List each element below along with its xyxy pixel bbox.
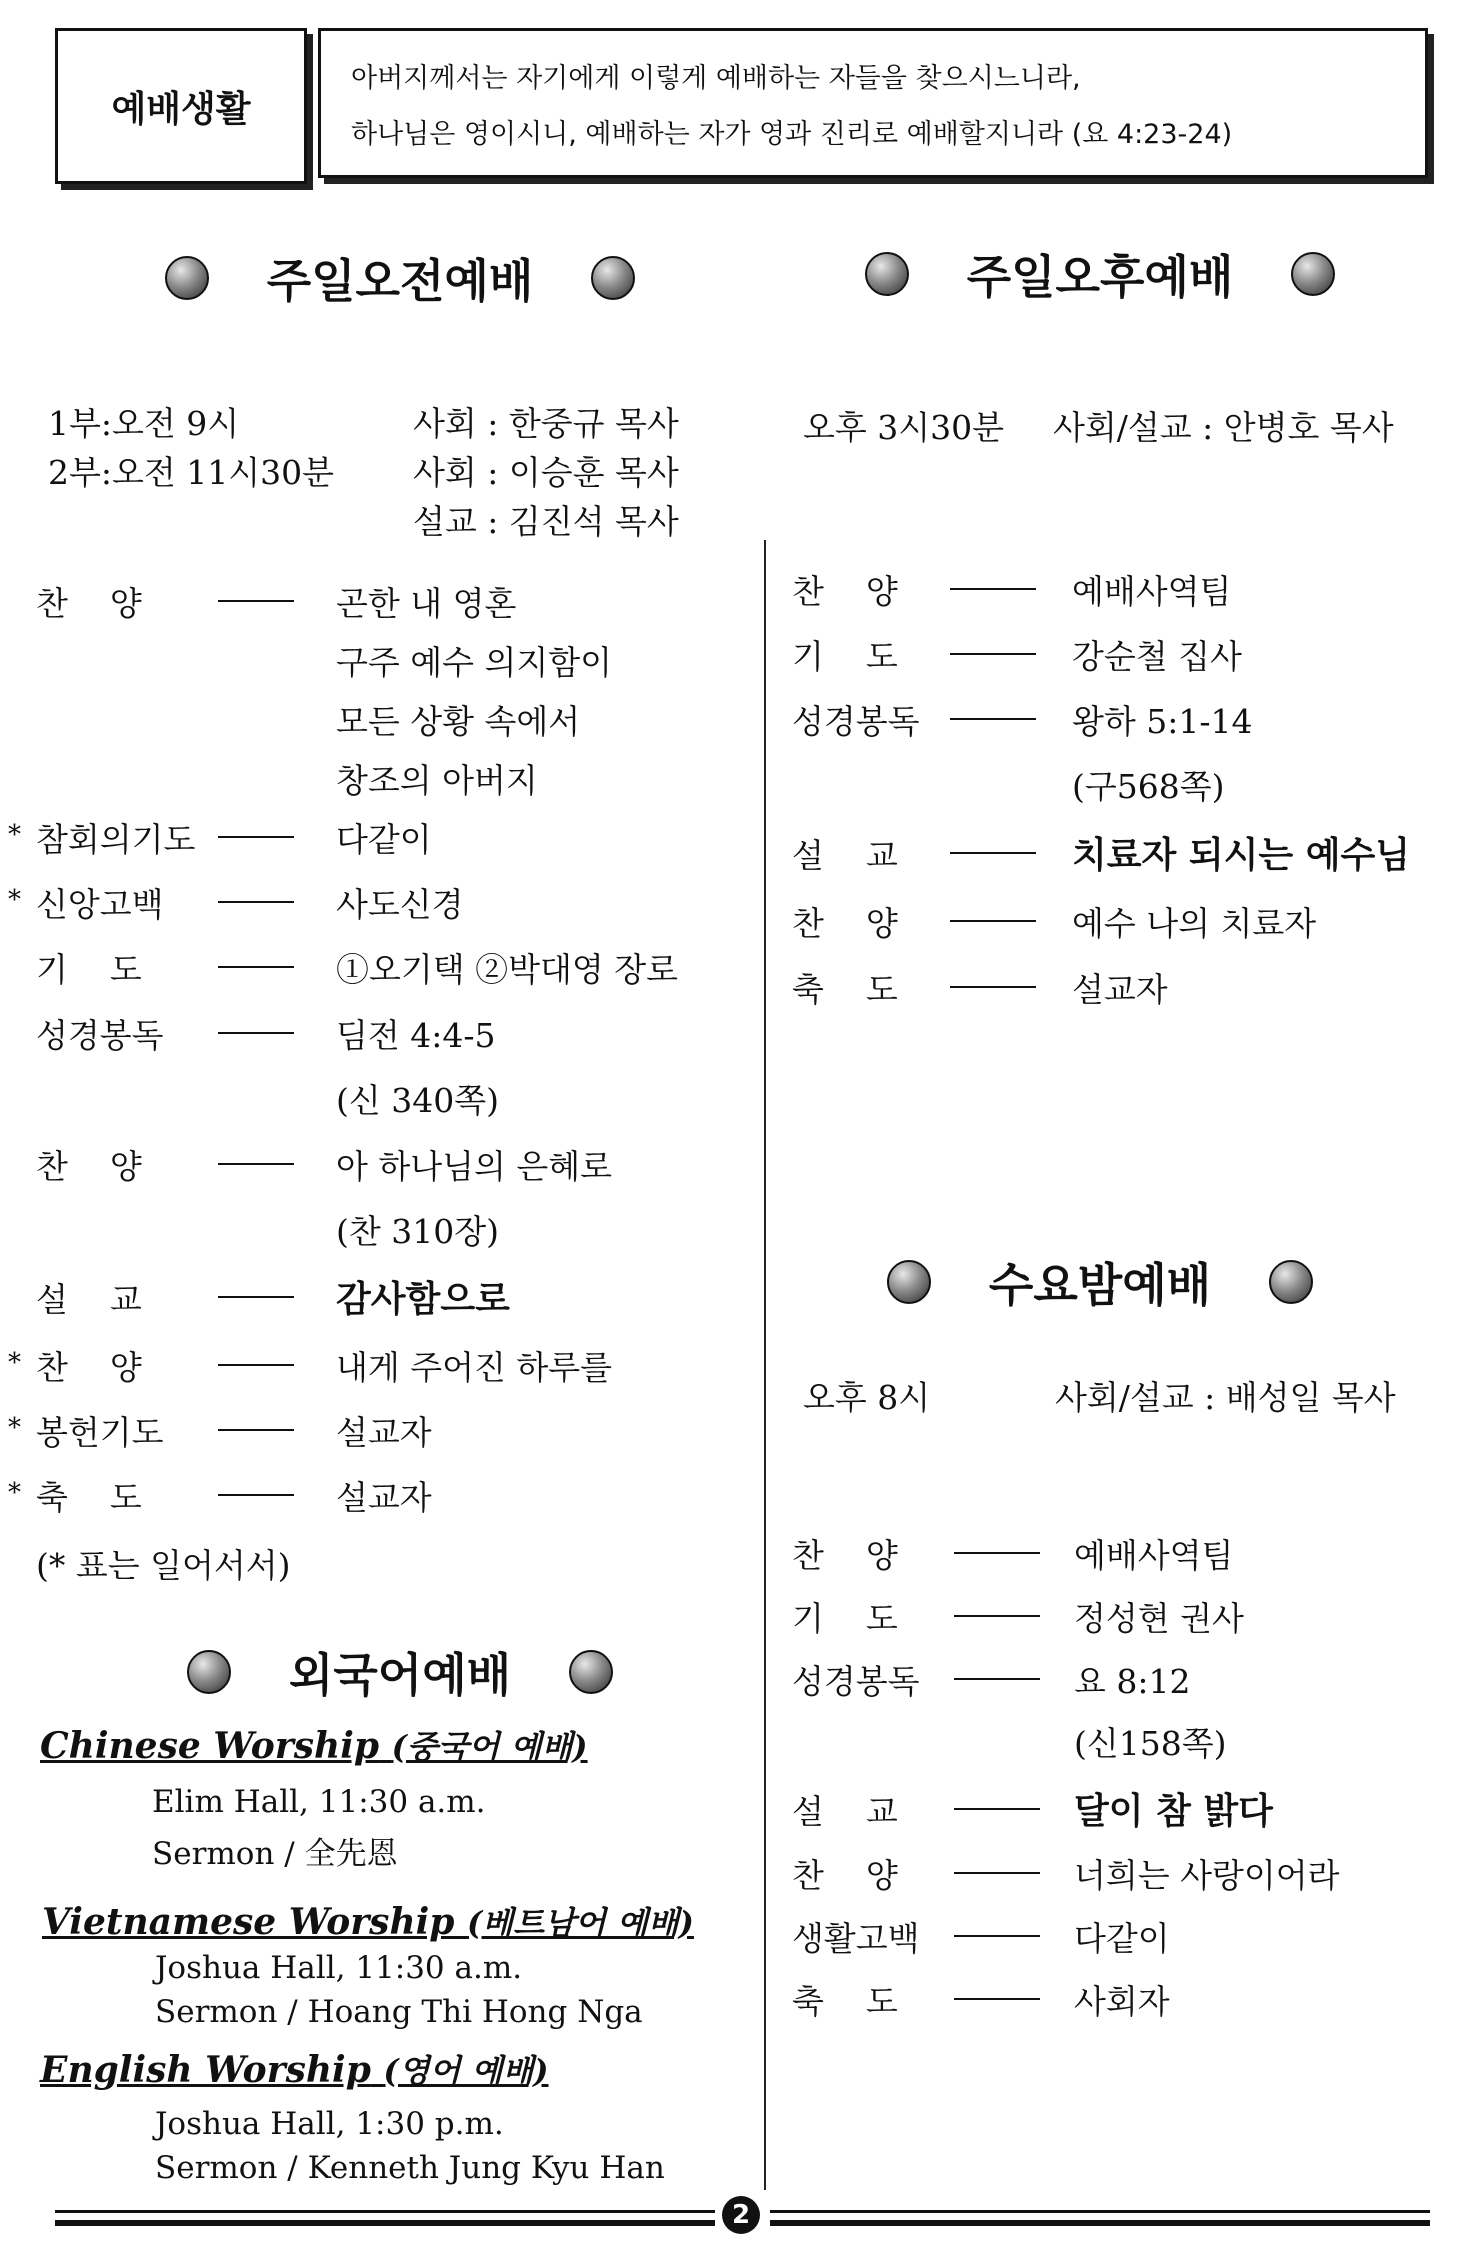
bullet-ball-icon [187, 1650, 231, 1694]
standing-star: * [8, 820, 21, 850]
order-item-name: 기 도 [36, 950, 142, 989]
english-place: Joshua Hall, 1:30 p.m. [155, 2106, 504, 2142]
order-dash [218, 1494, 294, 1496]
standing-star: * [8, 1348, 21, 1378]
english-sermon: Sermon / Kenneth Jung Kyu Han [155, 2150, 665, 2186]
order-item-name: 축 도 [792, 970, 898, 1009]
order-dash [218, 600, 294, 602]
chinese-worship-heading [40, 1722, 588, 1768]
bullet-ball-icon [887, 1260, 931, 1304]
foreign-title-text: 외국어예배 [288, 1648, 512, 1702]
order-dash [954, 1998, 1040, 2000]
wednesday-role: 사회/설교 : 배성일 목사 [1055, 1378, 1396, 1417]
vietnamese-place: Joshua Hall, 11:30 a.m. [155, 1950, 523, 1986]
order-item-value: (구568쪽) [1072, 767, 1225, 806]
header-label-text: 예배생활 [111, 88, 251, 130]
chinese-place: Elim Hall, 11:30 a.m. [152, 1784, 486, 1820]
order-dash [954, 1615, 1040, 1617]
page-number: 2 [722, 2196, 760, 2234]
afternoon-title-text: 주일오후예배 [966, 250, 1234, 304]
order-item-name: 성경봉독 [792, 1662, 920, 1701]
footer-rule-left-thick [55, 2220, 715, 2226]
order-item-value: 아 하나님의 은혜로 [336, 1147, 613, 1186]
order-item-value: 딤전 4:4-5 [336, 1016, 496, 1055]
service-korean: (베트남어 예배) [467, 1904, 694, 1942]
order-item-name: 신앙고백 [36, 885, 164, 924]
order-item-value: (신158쪽) [1074, 1724, 1227, 1763]
order-dash [218, 1163, 294, 1165]
morning-time-label: 1부:오전 9시 [48, 404, 240, 443]
order-item-name: 설 교 [792, 1792, 898, 1831]
service-korean: (영어 예배) [383, 2052, 549, 2090]
order-item-name: 찬 양 [792, 1536, 898, 1575]
bullet-ball-icon [591, 256, 635, 300]
chinese-sermon: Sermon / 全先恩 [152, 1836, 398, 1872]
morning-time-role: 사회 : 한중규 목사 [413, 404, 679, 443]
footer-rule-left [55, 2210, 715, 2213]
bullet-ball-icon [865, 252, 909, 296]
order-item-value: 정성현 권사 [1074, 1599, 1244, 1638]
standing-star: * [8, 885, 21, 915]
order-item-value: 다같이 [336, 820, 432, 859]
order-item-name: 봉헌기도 [36, 1413, 164, 1452]
order-item-value: 구주 예수 의지함이 [336, 643, 613, 682]
bullet-ball-icon [1269, 1260, 1313, 1304]
morning-time-role: 사회 : 이승훈 목사 [413, 453, 679, 492]
order-dash [950, 986, 1036, 988]
morning-title [60, 246, 740, 310]
order-dash [954, 1552, 1040, 1554]
english-worship-heading [40, 2046, 549, 2092]
vietnamese-worship-heading [42, 1898, 694, 1944]
order-item-name: 성경봉독 [792, 702, 920, 741]
service-name: English Worship [40, 2049, 371, 2091]
order-item-name: 찬 양 [792, 904, 898, 943]
order-item-value: 곤한 내 영혼 [336, 584, 517, 623]
order-item-value: 다같이 [1074, 1919, 1170, 1958]
order-dash [950, 852, 1036, 854]
order-item-value: 치료자 되시는 예수님 [1072, 835, 1411, 876]
morning-time-label: 2부:오전 11시30분 [48, 453, 334, 492]
order-dash [218, 1364, 294, 1366]
order-item-name: 찬 양 [792, 572, 898, 611]
order-item-name: 기 도 [792, 1599, 898, 1638]
vietnamese-sermon: Sermon / Hoang Thi Hong Nga [155, 1994, 643, 2030]
footer-rule-right-thick [770, 2220, 1430, 2226]
column-divider [764, 540, 766, 2190]
order-dash [950, 920, 1036, 922]
footer-rule-right [770, 2210, 1430, 2213]
order-item-value: 예수 나의 치료자 [1072, 904, 1317, 943]
order-item-name: 축 도 [792, 1982, 898, 2021]
order-dash [218, 836, 294, 838]
order-item-value: 예배사역팀 [1074, 1536, 1234, 1575]
service-korean: (중국어 예배) [391, 1728, 588, 1766]
bullet-ball-icon [165, 256, 209, 300]
order-item-name: 참회의기도 [36, 820, 196, 859]
order-item-name: 찬 양 [792, 1856, 898, 1895]
order-dash [218, 901, 294, 903]
order-item-value: 설교자 [336, 1478, 432, 1517]
service-name: Chinese Worship [40, 1725, 380, 1767]
order-item-name: 찬 양 [36, 1147, 142, 1186]
order-item-value: 예배사역팀 [1072, 572, 1232, 611]
order-dash [954, 1678, 1040, 1680]
order-item-value: 설교자 [336, 1413, 432, 1452]
order-item-value: 모든 상황 속에서 [336, 702, 581, 741]
order-dash [218, 1429, 294, 1431]
wednesday-title [780, 1250, 1420, 1314]
order-item-name: 찬 양 [36, 584, 142, 623]
order-dash [954, 1808, 1040, 1810]
order-item-value: (찬 310장) [336, 1212, 499, 1251]
order-item-value: 감사함으로 [336, 1279, 510, 1320]
order-item-value: 요 8:12 [1074, 1662, 1191, 1701]
verse-line-2: 하나님은 영이시니, 예배하는 자가 영과 진리로 예배할지니라 (요 4:23-24) [351, 119, 1233, 150]
order-dash [954, 1872, 1040, 1874]
verse-line-1: 아버지께서는 자기에게 이렇게 예배하는 자들을 찾으시느니라, [351, 63, 1081, 94]
order-item-value: 너희는 사랑이어라 [1074, 1856, 1340, 1895]
order-dash [218, 1296, 294, 1298]
order-item-value: (신 340쪽) [336, 1081, 499, 1120]
order-item-value: ①오기택 ②박대영 장로 [336, 950, 679, 989]
order-item-value: 사회자 [1074, 1982, 1170, 2021]
order-item-value: 달이 참 밝다 [1074, 1791, 1273, 1832]
standing-star: * [8, 1413, 21, 1443]
order-item-name: 설 교 [792, 836, 898, 875]
order-item-value: 사도신경 [336, 885, 464, 924]
morning-title-text: 주일오전예배 [266, 254, 534, 308]
order-item-value: 강순철 집사 [1072, 637, 1242, 676]
order-dash [950, 653, 1036, 655]
order-dash [950, 718, 1036, 720]
afternoon-time: 오후 3시30분 [803, 408, 1004, 447]
service-name: Vietnamese Worship [42, 1901, 455, 1943]
order-item-value: 내게 주어진 하루를 [336, 1348, 613, 1387]
order-dash [954, 1935, 1040, 1937]
afternoon-role: 사회/설교 : 안병호 목사 [1053, 408, 1394, 447]
order-item-value: 왕하 5:1-14 [1072, 702, 1253, 741]
standing-star: * [8, 1478, 21, 1508]
order-item-name: 성경봉독 [36, 1016, 164, 1055]
order-item-name: 생활고백 [792, 1919, 920, 1958]
bullet-ball-icon [569, 1650, 613, 1694]
header-verse [318, 28, 1428, 178]
bullet-ball-icon [1291, 252, 1335, 296]
morning-time-role: 설교 : 김진석 목사 [413, 502, 679, 541]
order-item-name: 찬 양 [36, 1348, 142, 1387]
afternoon-title [760, 242, 1440, 306]
order-item-value: 설교자 [1072, 970, 1168, 1009]
order-item-name: 축 도 [36, 1478, 142, 1517]
standing-note: (* 표는 일어서서) [36, 1546, 291, 1585]
header-label [55, 28, 307, 184]
order-dash [218, 966, 294, 968]
order-item-name: 기 도 [792, 637, 898, 676]
order-dash [950, 588, 1036, 590]
order-item-value: 창조의 아버지 [336, 761, 538, 800]
foreign-title [60, 1640, 740, 1704]
order-item-name: 설 교 [36, 1280, 142, 1319]
wednesday-title-text: 수요밤예배 [988, 1258, 1212, 1312]
wednesday-time: 오후 8시 [803, 1378, 931, 1417]
order-dash [218, 1032, 294, 1034]
